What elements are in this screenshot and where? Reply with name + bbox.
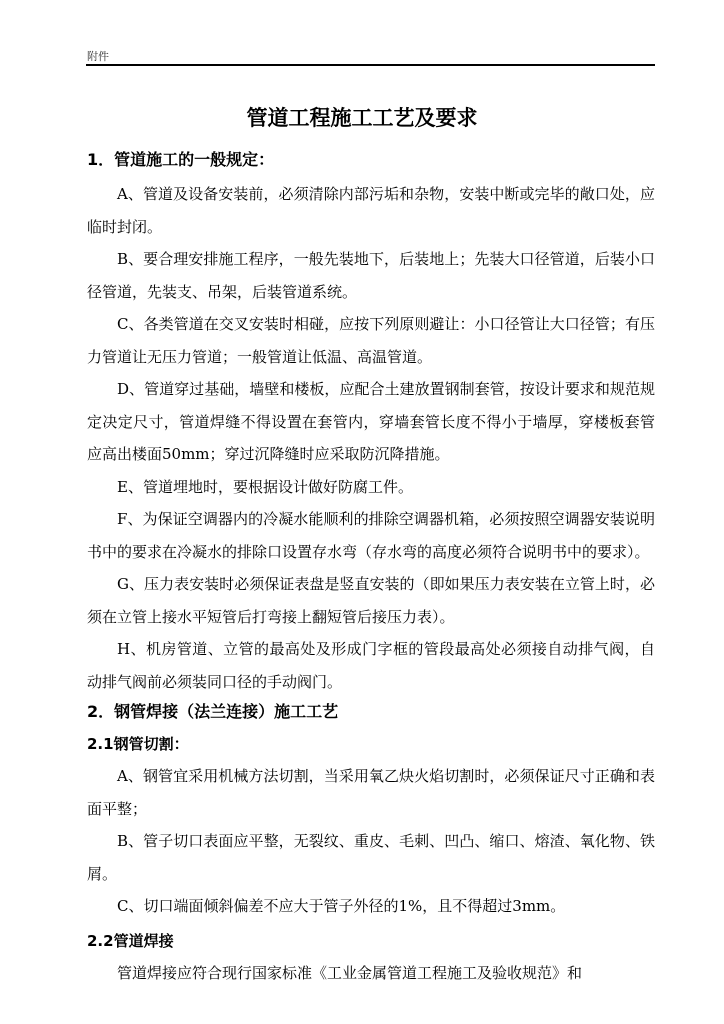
document-body bbox=[87, 146, 655, 989]
subsection-2-1-heading: 2.1钢管切割： bbox=[87, 735, 189, 753]
paragraph-cut-c: C、切口端面倾斜偏差不应大于管子外径的1%，且不得超过3mm。 bbox=[117, 897, 566, 915]
paragraph-cut-b: B、管子切口表面应平整，无裂纹、重皮、毛刺、凹凸、缩口、熔渣、氧化物、铁屑。 bbox=[87, 832, 655, 883]
paragraph-item-e: E、管道埋地时，要根据设计做好防腐工件。 bbox=[117, 477, 413, 496]
paragraph-item-h: H、机房管道、立管的最高处及形成门字框的管段最高处必须接自动排气阀，自动排气阀前必须装同口径的手动阀门。 bbox=[87, 640, 655, 691]
paragraph-item-b: B、要合理安排施工程序，一般先装地下，后装地上；先装大口径管道，后装小口径管道，先装支、吊架，后装管道系统。 bbox=[87, 250, 655, 301]
document-title: 管道工程施工工艺及要求 bbox=[246, 106, 478, 130]
paragraph-item-f: F、为保证空调器内的冷凝水能顺利的排除空调器机箱，必须按照空调器安装说明书中的要求在冷凝水的排除口设置存水弯（存水弯的高度必须符合说明书中的要求）。 bbox=[87, 510, 655, 561]
page-header-label: 附件 bbox=[87, 50, 109, 63]
section-2-heading: 2．钢管焊接（法兰连接）施工工艺 bbox=[87, 702, 339, 721]
paragraph-item-c: C、各类管道在交叉安装时相碰，应按下列原则避让：小口径管让大口径管；有压力管道让无压力管道；一般管道让低温、高温管道。 bbox=[87, 315, 655, 366]
paragraph-cut-a: A、钢管宜采用机械方法切割，当采用氧乙炔火焰切割时，必须保证尺寸正确和表面平整； bbox=[87, 767, 655, 818]
subsection-2-2-heading: 2.2管道焊接 bbox=[87, 931, 174, 950]
section-1-heading: 1．管道施工的一般规定： bbox=[87, 150, 275, 169]
paragraph-item-d: D、管道穿过基础，墙壁和楼板，应配合土建放置钢制套管，按设计要求和规范规定决定尺寸，管道焊缝不得设置在套管内，穿墙套管长度不得小于墙厚，穿楼板套管应高出楼面50mm；穿过沉降缝时应采取防沉降措施。 bbox=[87, 380, 655, 463]
paragraph-item-g: G、压力表安装时必须保证表盘是竖直安装的（即如果压力表安装在立管上时，必须在立管上接水平短管后打弯接上翻短管后接压力表）。 bbox=[87, 575, 655, 626]
header-divider bbox=[86, 64, 655, 66]
paragraph-weld: 管道焊接应符合现行国家标准《工业金属管道工程施工及验收规范》和 bbox=[117, 963, 583, 982]
paragraph-item-a: A、管道及设备安装前，必须清除内部污垢和杂物，安装中断或完毕的敞口处，应临时封闭。 bbox=[87, 185, 655, 236]
